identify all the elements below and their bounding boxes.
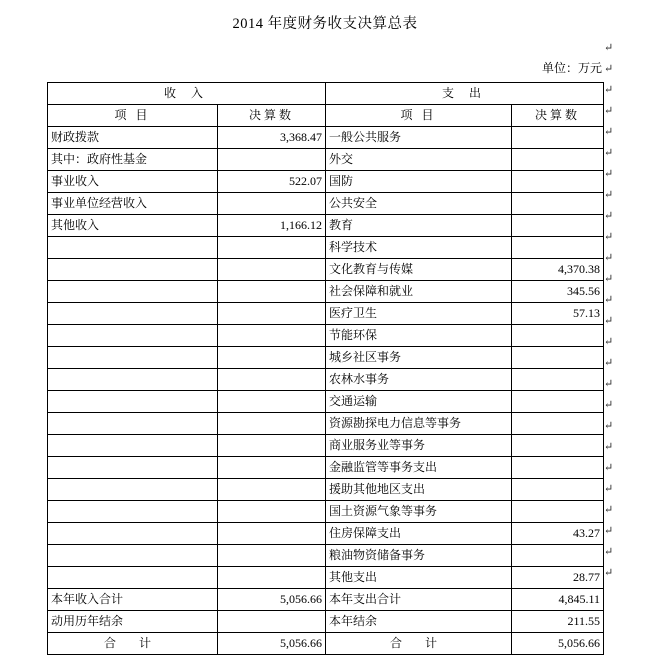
paragraph-mark-column bbox=[604, 38, 644, 584]
expense-item-cell: 商业服务业等事务 bbox=[326, 435, 512, 457]
income-amount-cell bbox=[218, 413, 326, 435]
income-item-cell: 财政拨款 bbox=[48, 127, 218, 149]
table-row bbox=[48, 545, 604, 567]
income-amount-cell bbox=[218, 237, 326, 259]
income-amount-cell: 522.07 bbox=[218, 171, 326, 193]
income-item-cell: 事业收入 bbox=[48, 171, 218, 193]
table-row bbox=[48, 347, 604, 369]
expense-item-cell: 住房保障支出 bbox=[326, 523, 512, 545]
table-row bbox=[48, 237, 604, 259]
expense-item-cell: 文化教育与传媒 bbox=[326, 259, 512, 281]
income-item-cell bbox=[48, 281, 218, 303]
expense-item-cell: 金融监管等事务支出 bbox=[326, 457, 512, 479]
expense-amount-cell bbox=[512, 479, 604, 501]
income-item-cell bbox=[48, 325, 218, 347]
table-row bbox=[48, 435, 604, 457]
expense-amount-cell bbox=[512, 325, 604, 347]
expense-amount-cell: 345.56 bbox=[512, 281, 604, 303]
expense-item-cell: 一般公共服务 bbox=[326, 127, 512, 149]
expense-item-cell: 国土资源气象等事务 bbox=[326, 501, 512, 523]
paragraph-mark: ↵ bbox=[604, 441, 614, 453]
expense-amount-cell: 57.13 bbox=[512, 303, 604, 325]
expense-amount-cell: 28.77 bbox=[512, 567, 604, 589]
paragraph-mark: ↵ bbox=[604, 357, 614, 369]
table-row bbox=[48, 171, 604, 193]
income-item-cell bbox=[48, 391, 218, 413]
expense-item-cell: 国防 bbox=[326, 171, 512, 193]
expense-amount-cell bbox=[512, 237, 604, 259]
income-amount-cell: 3,368.47 bbox=[218, 127, 326, 149]
expense-amount-cell bbox=[512, 171, 604, 193]
income-amount-cell bbox=[218, 369, 326, 391]
table-column-header-row bbox=[48, 105, 604, 127]
expense-amount-cell bbox=[512, 391, 604, 413]
table-row bbox=[48, 413, 604, 435]
unit-note: 单位：万元 bbox=[541, 61, 602, 75]
expense-amount-cell bbox=[512, 457, 604, 479]
expense-item-cell: 社会保障和就业 bbox=[326, 281, 512, 303]
table-row bbox=[48, 325, 604, 347]
income-total-amount-cell bbox=[218, 611, 326, 633]
income-amount-header: 决算数 bbox=[218, 105, 326, 127]
document-page bbox=[0, 12, 650, 660]
expense-amount-cell bbox=[512, 215, 604, 237]
expense-total-label-cell: 本年支出合计 bbox=[326, 589, 512, 611]
income-item-cell bbox=[48, 523, 218, 545]
income-item-cell bbox=[48, 567, 218, 589]
income-item-cell bbox=[48, 435, 218, 457]
page-title: 2014 年度财务收支决算总表 bbox=[232, 16, 418, 32]
income-item-cell bbox=[48, 479, 218, 501]
expense-item-cell: 粮油物资储备事务 bbox=[326, 545, 512, 567]
income-amount-cell bbox=[218, 545, 326, 567]
table-row bbox=[48, 457, 604, 479]
paragraph-mark: ↵ bbox=[604, 147, 614, 159]
income-total-label-cell: 动用历年结余 bbox=[48, 611, 218, 633]
expense-amount-header: 决算数 bbox=[512, 105, 604, 127]
expense-amount-cell: 43.27 bbox=[512, 523, 604, 545]
income-amount-cell bbox=[218, 149, 326, 171]
financial-summary-table bbox=[47, 82, 604, 655]
income-amount-cell bbox=[218, 325, 326, 347]
paragraph-mark: ↵ bbox=[604, 168, 614, 180]
expense-grand-total-amount: 5,056.66 bbox=[512, 633, 604, 655]
table-summary-row bbox=[48, 611, 604, 633]
income-item-cell: 其中：政府性基金 bbox=[48, 149, 218, 171]
expense-item-cell: 外交 bbox=[326, 149, 512, 171]
expense-item-cell: 援助其他地区支出 bbox=[326, 479, 512, 501]
expense-amount-cell bbox=[512, 127, 604, 149]
income-amount-cell bbox=[218, 281, 326, 303]
paragraph-mark: ↵ bbox=[604, 546, 614, 558]
income-item-cell: 事业单位经营收入 bbox=[48, 193, 218, 215]
paragraph-mark: ↵ bbox=[604, 294, 614, 306]
income-amount-cell bbox=[218, 347, 326, 369]
income-grand-total-amount: 5,056.66 bbox=[218, 633, 326, 655]
income-amount-cell bbox=[218, 501, 326, 523]
table-row bbox=[48, 523, 604, 545]
paragraph-mark: ↵ bbox=[604, 483, 614, 495]
paragraph-mark: ↵ bbox=[604, 420, 614, 432]
income-item-cell bbox=[48, 501, 218, 523]
paragraph-mark: ↵ bbox=[604, 189, 614, 201]
paragraph-mark: ↵ bbox=[604, 42, 614, 54]
expense-amount-cell bbox=[512, 193, 604, 215]
table-row bbox=[48, 479, 604, 501]
income-item-cell bbox=[48, 347, 218, 369]
paragraph-mark: ↵ bbox=[604, 252, 614, 264]
income-amount-cell bbox=[218, 259, 326, 281]
income-item-cell bbox=[48, 259, 218, 281]
income-item-cell bbox=[48, 303, 218, 325]
paragraph-mark: ↵ bbox=[604, 315, 614, 327]
expense-item-cell: 交通运输 bbox=[326, 391, 512, 413]
expense-amount-cell bbox=[512, 369, 604, 391]
income-item-cell bbox=[48, 545, 218, 567]
paragraph-mark: ↵ bbox=[604, 336, 614, 348]
expense-item-cell: 教育 bbox=[326, 215, 512, 237]
table-row bbox=[48, 281, 604, 303]
paragraph-mark: ↵ bbox=[604, 210, 614, 222]
expense-item-cell: 农林水事务 bbox=[326, 369, 512, 391]
paragraph-mark: ↵ bbox=[604, 105, 614, 117]
paragraph-mark: ↵ bbox=[604, 567, 614, 579]
income-amount-cell bbox=[218, 193, 326, 215]
expense-amount-cell bbox=[512, 413, 604, 435]
table-row bbox=[48, 259, 604, 281]
expense-amount-cell bbox=[512, 435, 604, 457]
table-row bbox=[48, 501, 604, 523]
expense-amount-cell bbox=[512, 501, 604, 523]
paragraph-mark: ↵ bbox=[604, 504, 614, 516]
expense-total-label-cell: 本年结余 bbox=[326, 611, 512, 633]
expense-item-cell: 科学技术 bbox=[326, 237, 512, 259]
paragraph-mark: ↵ bbox=[604, 399, 614, 411]
table-row bbox=[48, 391, 604, 413]
expense-total-amount-cell: 211.55 bbox=[512, 611, 604, 633]
expense-item-header: 项 目 bbox=[326, 105, 512, 127]
table-summary-row bbox=[48, 589, 604, 611]
table-group-header-row bbox=[48, 83, 604, 105]
paragraph-mark: ↵ bbox=[604, 63, 614, 75]
expense-group-header: 支 出 bbox=[326, 83, 604, 105]
expense-amount-cell: 4,370.38 bbox=[512, 259, 604, 281]
income-amount-cell bbox=[218, 479, 326, 501]
expense-item-cell: 城乡社区事务 bbox=[326, 347, 512, 369]
income-item-cell: 其他收入 bbox=[48, 215, 218, 237]
paragraph-mark: ↵ bbox=[604, 525, 614, 537]
expense-item-cell: 医疗卫生 bbox=[326, 303, 512, 325]
paragraph-mark: ↵ bbox=[604, 273, 614, 285]
table-row bbox=[48, 215, 604, 237]
expense-amount-cell bbox=[512, 149, 604, 171]
paragraph-mark: ↵ bbox=[604, 126, 614, 138]
expense-amount-cell bbox=[512, 545, 604, 567]
table-row bbox=[48, 303, 604, 325]
income-group-header: 收 入 bbox=[48, 83, 326, 105]
expense-item-cell: 节能环保 bbox=[326, 325, 512, 347]
income-item-cell bbox=[48, 413, 218, 435]
income-total-label-cell: 本年收入合计 bbox=[48, 589, 218, 611]
table-body bbox=[48, 83, 604, 655]
paragraph-mark: ↵ bbox=[604, 84, 614, 96]
paragraph-mark: ↵ bbox=[604, 231, 614, 243]
expense-total-amount-cell: 4,845.11 bbox=[512, 589, 604, 611]
income-amount-cell bbox=[218, 457, 326, 479]
income-amount-cell bbox=[218, 567, 326, 589]
income-amount-cell bbox=[218, 303, 326, 325]
table-row bbox=[48, 193, 604, 215]
income-amount-cell bbox=[218, 435, 326, 457]
expense-item-cell: 资源勘探电力信息等事务 bbox=[326, 413, 512, 435]
income-amount-cell bbox=[218, 391, 326, 413]
expense-amount-cell bbox=[512, 347, 604, 369]
table-row bbox=[48, 149, 604, 171]
financial-table-container bbox=[0, 82, 650, 655]
table-row bbox=[48, 369, 604, 391]
table-grand-total-row bbox=[48, 633, 604, 655]
income-item-cell bbox=[48, 369, 218, 391]
expense-item-cell: 其他支出 bbox=[326, 567, 512, 589]
paragraph-mark: ↵ bbox=[604, 462, 614, 474]
income-item-cell bbox=[48, 237, 218, 259]
expense-grand-total-label: 合 计 bbox=[326, 633, 512, 655]
income-item-cell bbox=[48, 457, 218, 479]
income-item-header: 项 目 bbox=[48, 105, 218, 127]
expense-item-cell: 公共安全 bbox=[326, 193, 512, 215]
income-amount-cell bbox=[218, 523, 326, 545]
income-grand-total-label: 合 计 bbox=[48, 633, 218, 655]
table-row bbox=[48, 567, 604, 589]
table-row bbox=[48, 127, 604, 149]
income-total-amount-cell: 5,056.66 bbox=[218, 589, 326, 611]
income-amount-cell: 1,166.12 bbox=[218, 215, 326, 237]
paragraph-mark: ↵ bbox=[604, 378, 614, 390]
